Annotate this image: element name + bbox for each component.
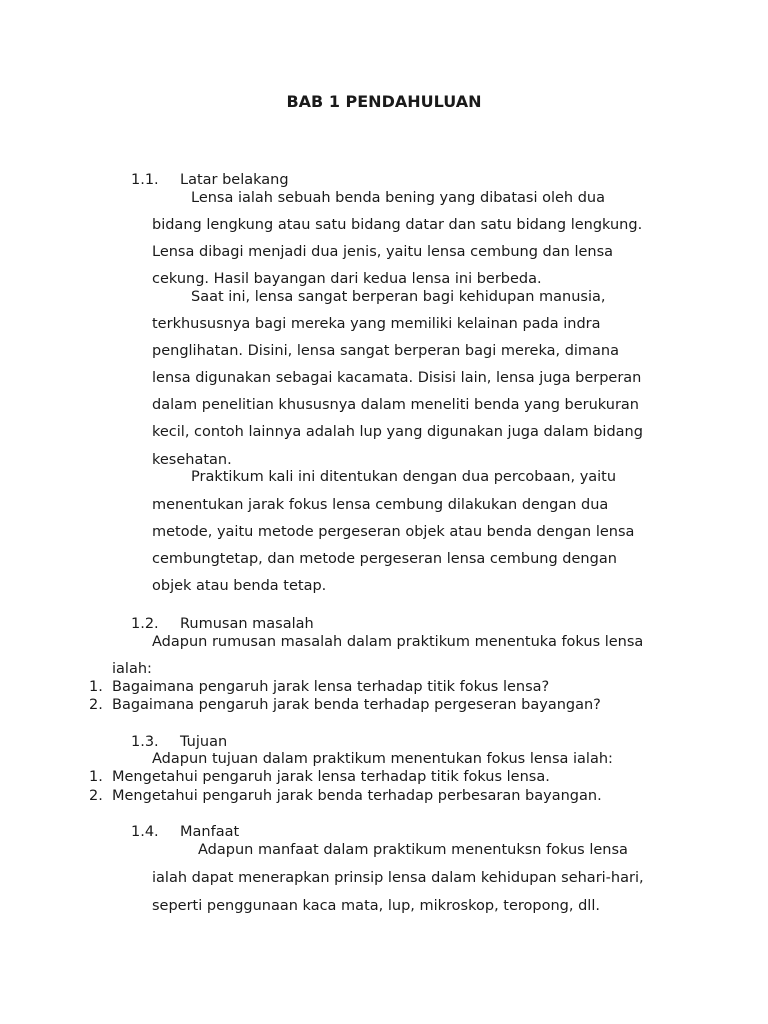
paragraph-line: terkhususnya bagi mereka yang memiliki kelainan pada indra — [152, 316, 601, 332]
paragraph-line: lensa digunakan sebagai kacamata. Disisi lain, lensa juga berperan — [152, 370, 642, 386]
section-title: Latar belakang — [180, 172, 289, 188]
list-text: Bagaimana pengaruh jarak benda terhadap pergeseran bayangan? — [112, 697, 601, 713]
section-number: 1.3. — [131, 734, 159, 750]
paragraph-line: menentukan jarak fokus lensa cembung dilakukan dengan dua — [152, 497, 609, 513]
paragraph-line: Adapun rumusan masalah dalam praktikum menentuka fokus lensa — [152, 634, 644, 650]
paragraph-line: ialah dapat menerapkan prinsip lensa dalam kehidupan sehari-hari, — [152, 870, 644, 886]
paragraph-line: Adapun manfaat dalam praktikum menentuksn fokus lensa — [198, 842, 628, 858]
paragraph-line: dalam penelitian khususnya dalam meneliti benda yang berukuran — [152, 397, 639, 413]
paragraph-line: objek atau benda tetap. — [152, 578, 327, 594]
list-item — [89, 697, 601, 713]
paragraph-line: Saat ini, lensa sangat berperan bagi kehidupan manusia, — [191, 289, 606, 305]
paragraph-line: kesehatan. — [152, 452, 232, 468]
paragraph-line: Lensa ialah sebuah benda bening yang dibatasi oleh dua — [191, 190, 605, 206]
paragraph-line: Adapun tujuan dalam praktikum menentukan fokus lensa ialah: — [152, 751, 613, 767]
paragraph-line: ialah: — [112, 661, 152, 677]
section-number: 1.1. — [131, 172, 159, 188]
section-title: Manfaat — [180, 824, 240, 840]
section-number: 1.4. — [131, 824, 159, 840]
list-number: 1. — [89, 769, 103, 785]
paragraph-line: Lensa dibagi menjadi dua jenis, yaitu lensa cembung dan lensa — [152, 244, 614, 260]
paragraph-line: seperti penggunaan kaca mata, lup, mikroskop, teropong, dll. — [152, 898, 600, 914]
list-number: 2. — [89, 788, 103, 804]
list-number: 2. — [89, 697, 103, 713]
paragraph-line: metode, yaitu metode pergeseran objek atau benda dengan lensa — [152, 524, 635, 540]
paragraph-line: kecil, contoh lainnya adalah lup yang digunakan juga dalam bidang — [152, 424, 643, 440]
section-heading-tujuan — [131, 734, 227, 750]
list-item — [89, 679, 549, 695]
list-text: Bagaimana pengaruh jarak lensa terhadap titik fokus lensa? — [112, 679, 550, 695]
section-title: Rumusan masalah — [180, 616, 314, 632]
list-item — [89, 769, 550, 785]
section-heading-rumusan-masalah — [131, 616, 314, 632]
list-number: 1. — [89, 679, 103, 695]
list-item — [89, 788, 602, 804]
section-number: 1.2. — [131, 616, 159, 632]
list-text: Mengetahui pengaruh jarak benda terhadap perbesaran bayangan. — [112, 788, 602, 804]
paragraph-line: penglihatan. Disini, lensa sangat berperan bagi mereka, dimana — [152, 343, 620, 359]
paragraph-line: cembungtetap, dan metode pergeseran lensa cembung dengan — [152, 551, 617, 567]
paragraph-line: Praktikum kali ini ditentukan dengan dua percobaan, yaitu — [191, 469, 617, 485]
list-text: Mengetahui pengaruh jarak lensa terhadap titik fokus lensa. — [112, 769, 550, 785]
section-title: Tujuan — [180, 734, 228, 750]
paragraph-line: cekung. Hasil bayangan dari kedua lensa ini berbeda. — [152, 271, 542, 287]
section-heading-latar-belakang — [131, 172, 289, 188]
paragraph-line: bidang lengkung atau satu bidang datar dan satu bidang lengkung. — [152, 217, 643, 233]
section-heading-manfaat — [131, 824, 239, 840]
chapter-title: BAB 1 PENDAHULUAN — [286, 92, 482, 111]
